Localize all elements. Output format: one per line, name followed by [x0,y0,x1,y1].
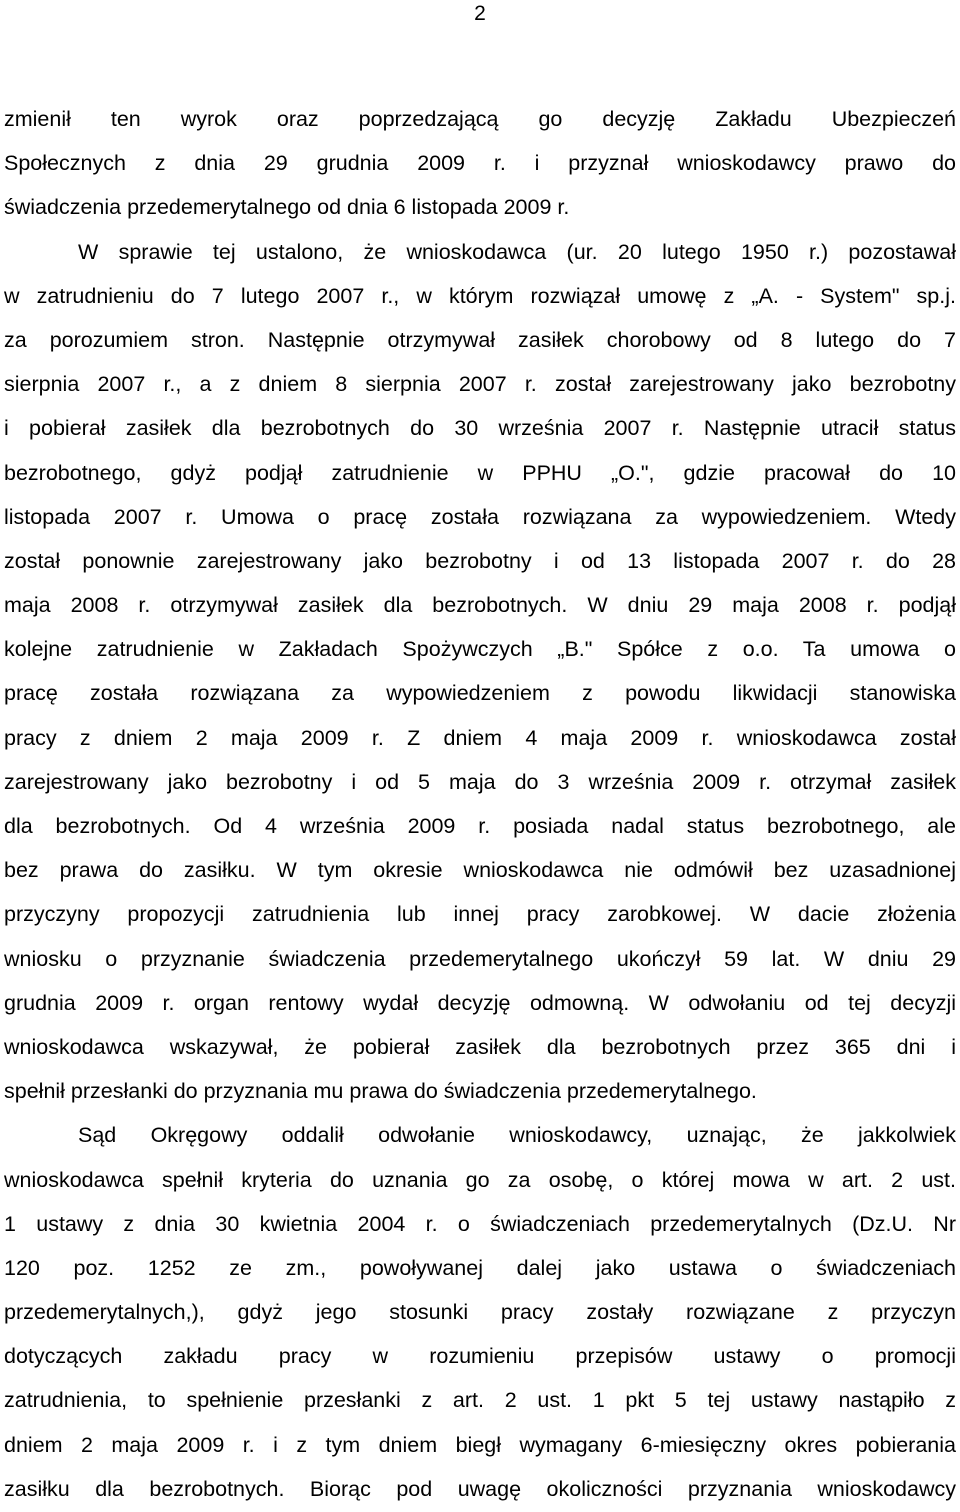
text-line: świadczenia przedemerytalnego od dnia 6 listopada 2009 r. [4,195,570,220]
text-line: pracę została rozwiązana za wypowiedzeniem z powodu likwidacji stanowiska [4,681,956,706]
text-line: dotyczących zakładu pracy w rozumieniu przepisów ustawy o promocji [4,1344,956,1369]
text-line: maja 2008 r. otrzymywał zasiłek dla bezrobotnych. W dniu 29 maja 2008 r. podjął [4,593,956,618]
text-line: przedemerytalnych,), gdyż jego stosunki pracy zostały rozwiązane z przyczyn [4,1300,956,1325]
text-line: spełnił przesłanki do przyznania mu prawa do świadczenia przedemerytalnego. [4,1079,757,1104]
text-line: Sąd Okręgowy oddalił odwołanie wnioskodawcy, uznając, że jakkolwiek [78,1123,956,1148]
page-number: 2 [474,2,486,25]
text-line: Społecznych z dnia 29 grudnia 2009 r. i przyznał wnioskodawcy prawo do [4,151,956,176]
text-line: zasiłku dla bezrobotnych. Biorąc pod uwagę okoliczności przyznania wnioskodawcy [4,1476,956,1501]
text-line: dla bezrobotnych. Od 4 września 2009 r. posiada nadal status bezrobotnego, ale [4,814,956,838]
text-line: W sprawie tej ustalono, że wnioskodawca (ur. 20 lutego 1950 r.) pozostawał [78,239,956,264]
text-line: bez prawa do zasiłku. W tym okresie wnioskodawca nie odmówił bez uzasadnionej [4,858,956,883]
text-line: kolejne zatrudnienie w Zakładach Spożywczych „B." Spółce z o.o. Ta umowa o [4,637,956,662]
text-line: przyczyny propozycji zatrudnienia lub innej pracy zarobkowej. W dacie złożenia [4,902,956,927]
text-line: sierpnia 2007 r., a z dniem 8 sierpnia 2007 r. został zarejestrowany jako bezrobotny [4,372,956,397]
text-line: 120 poz. 1252 ze zm., powoływanej dalej jako ustawa o świadczeniach [4,1255,956,1280]
document-body [4,97,956,1511]
text-line: wniosku o przyznanie świadczenia przedemerytalnego ukończył 59 lat. W dniu 29 [4,946,956,971]
text-line: zatrudnienia, to spełnienie przesłanki z art. 2 ust. 1 pkt 5 tej ustawy nastąpiło z [4,1388,956,1413]
text-line: wnioskodawca spełnił kryteria do uznania go za osobę, o której mowa w art. 2 ust. [4,1167,956,1192]
text-line: i pobierał zasiłek dla bezrobotnych do 30 września 2007 r. Następnie utracił status [4,416,956,441]
text-line: zarejestrowany jako bezrobotny i od 5 maja do 3 września 2009 r. otrzymał zasiłek [4,769,956,794]
text-line: został ponownie zarejestrowany jako bezrobotny i od 13 listopada 2007 r. do 28 [4,548,956,573]
text-line: za porozumiem stron. Następnie otrzymywał zasiłek chorobowy od 8 lutego do 7 [4,327,956,352]
text-line: pracy z dniem 2 maja 2009 r. Z dniem 4 maja 2009 r. wnioskodawca został [4,725,956,750]
text-line: listopada 2007 r. Umowa o pracę została rozwiązana za wypowiedzeniem. Wtedy [4,504,956,529]
text-line: 1 ustawy z dnia 30 kwietnia 2004 r. o świadczeniach przedemerytalnych (Dz.U. Nr [4,1211,956,1236]
text-line: bezrobotnego, gdyż podjął zatrudnienie w PPHU „O.", gdzie pracował do 10 [4,460,956,485]
text-line: dniem 2 maja 2009 r. i z tym dniem biegł wymagany 6-miesięczny okres pobierania [4,1432,956,1457]
text-line: zmienił ten wyrok oraz poprzedzającą go decyzję Zakładu Ubezpieczeń [4,107,956,131]
text-line: w zatrudnieniu do 7 lutego 2007 r., w którym rozwiązał umowę z „A. - System" sp.j. [4,283,956,308]
text-line: grudnia 2009 r. organ rentowy wydał decyzję odmowną. W odwołaniu od tej decyzji [4,990,956,1015]
text-line: wnioskodawca wskazywał, że pobierał zasiłek dla bezrobotnych przez 365 dni i [4,1034,956,1059]
